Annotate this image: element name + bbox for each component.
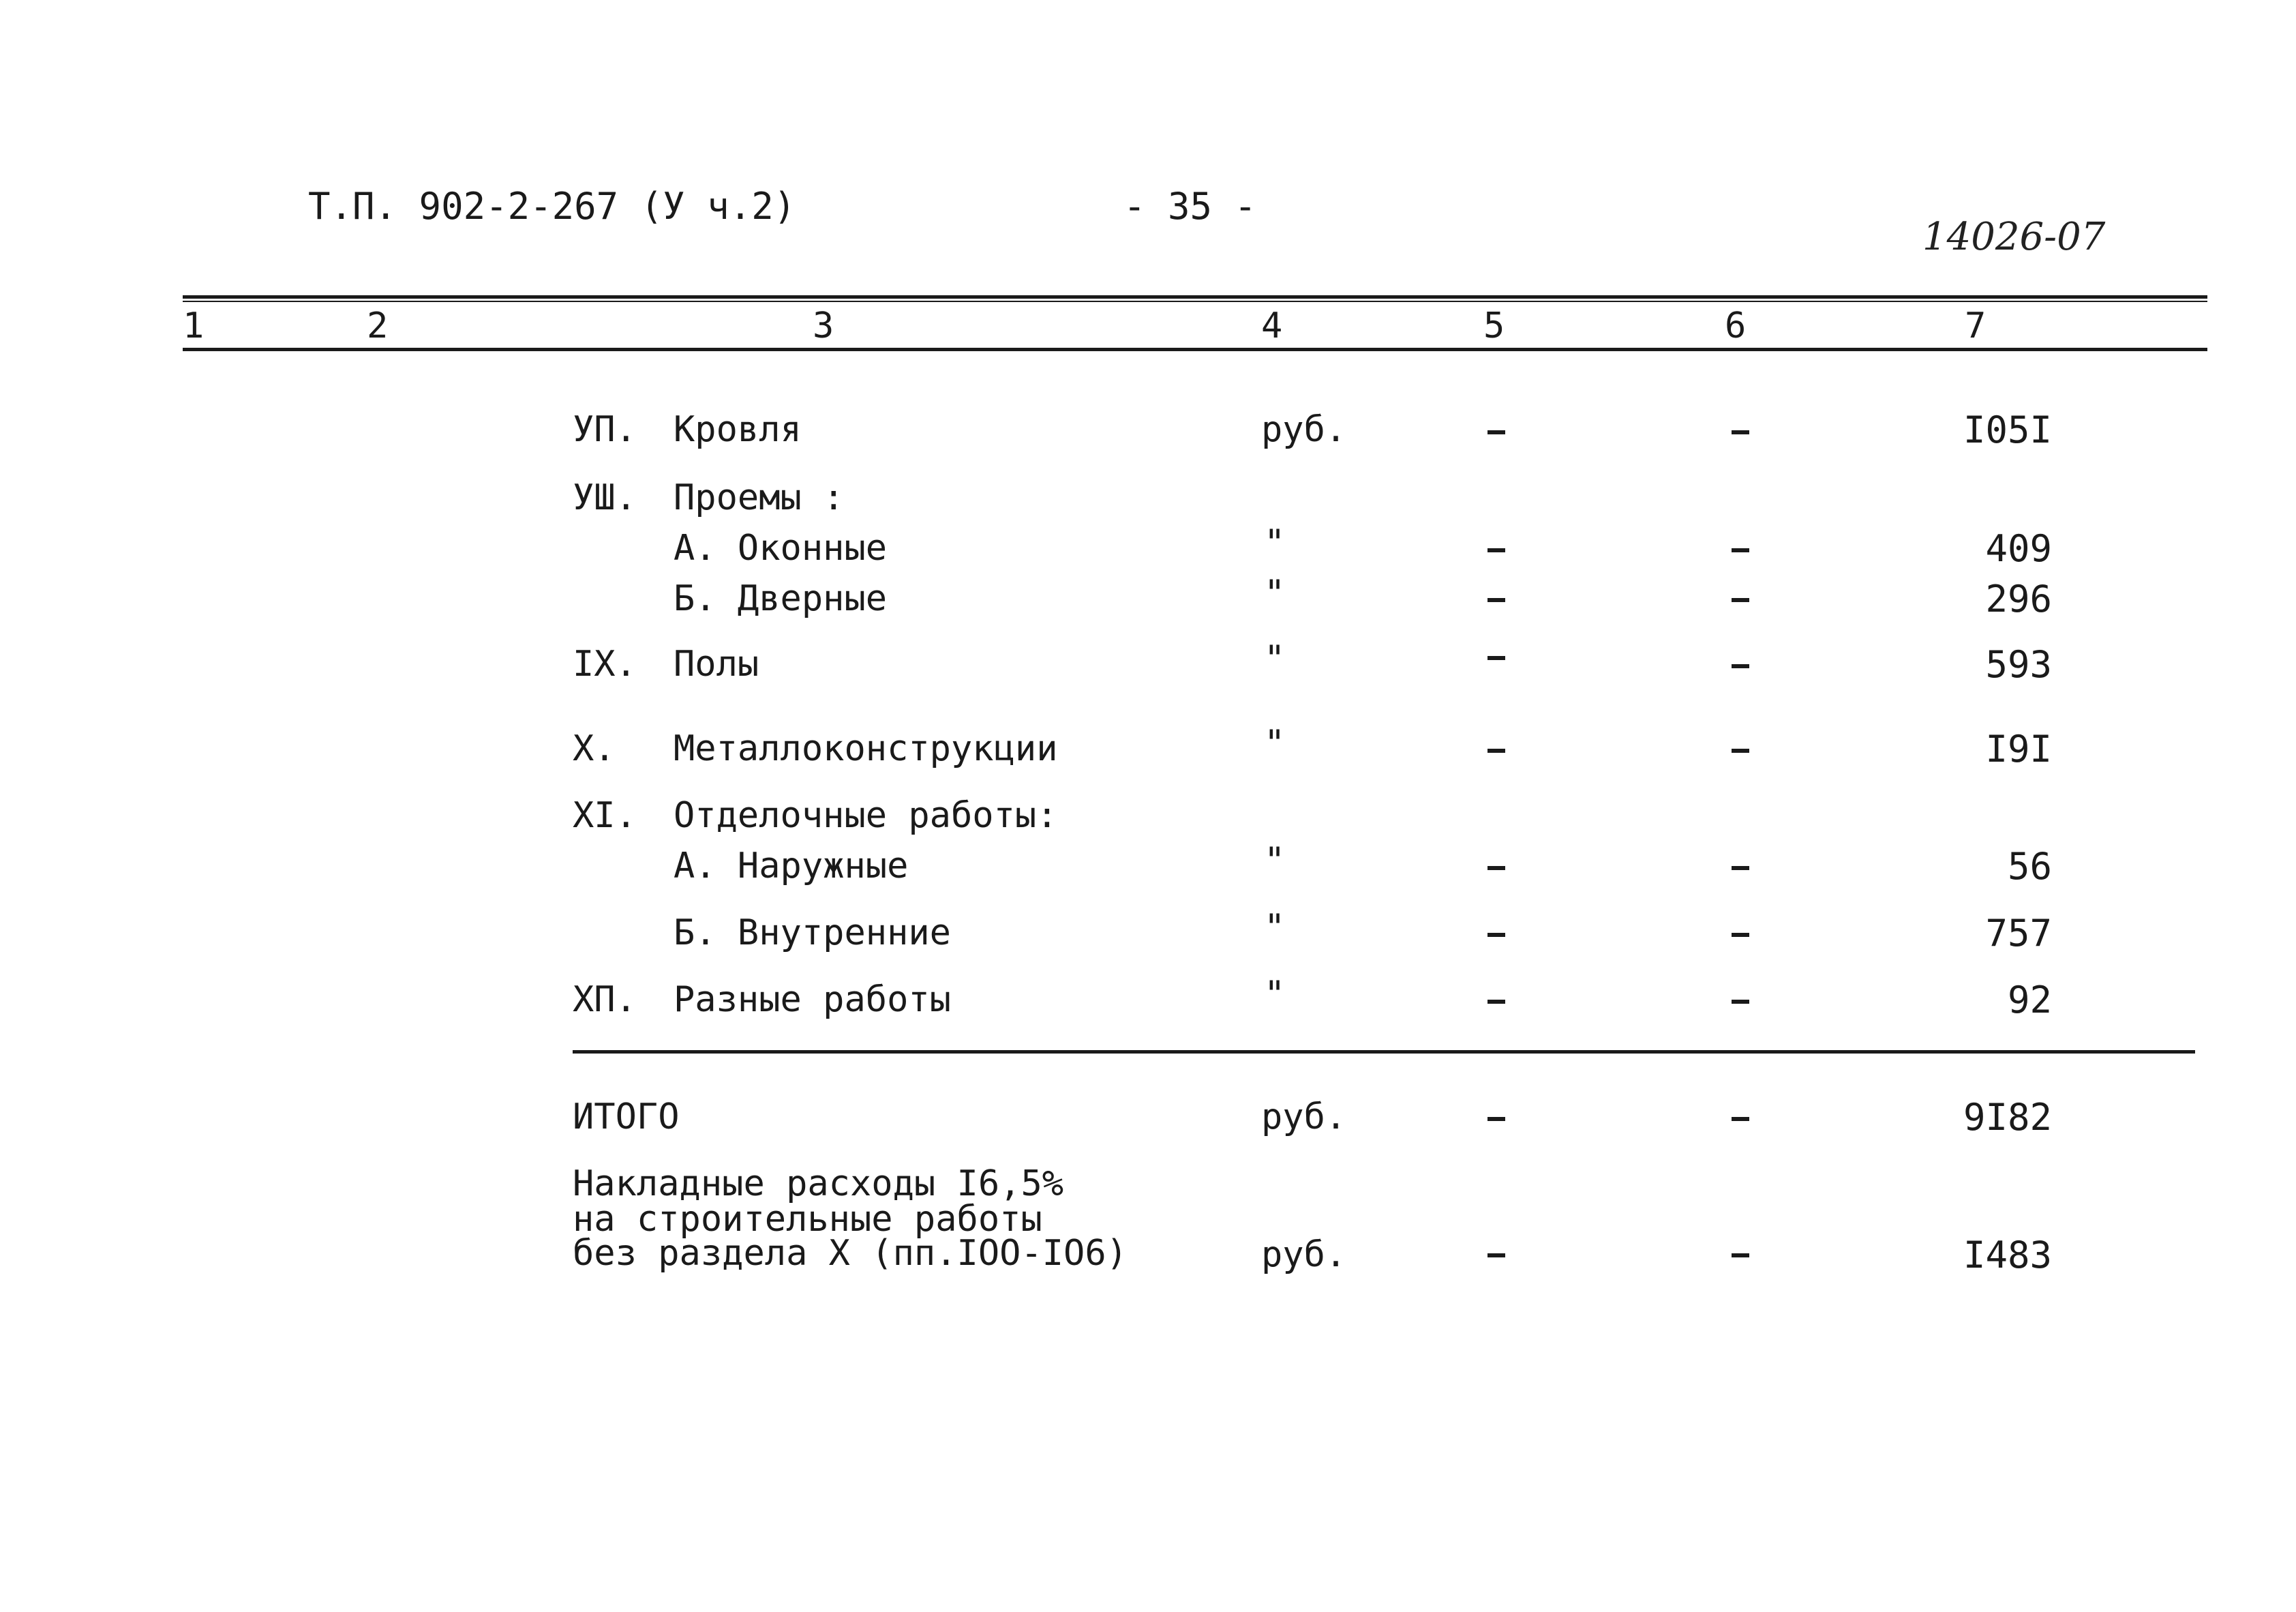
subtotal-rule	[573, 1050, 2195, 1054]
dash-col6	[1732, 1117, 1749, 1121]
dash-col5	[1487, 1253, 1505, 1257]
row-unit-ditto: "	[1264, 907, 1286, 948]
total-label: ИТОГО	[573, 1096, 680, 1137]
row-name: Отделочные работы:	[674, 795, 1058, 836]
row-name: А. Оконные	[674, 528, 888, 569]
document-reference: Т.П. 902-2-267 (У ч.2)	[308, 185, 796, 228]
dash-col6	[1732, 430, 1749, 434]
column-number-7: 7	[1965, 305, 1987, 346]
overhead-value: I483	[1963, 1234, 2052, 1277]
overhead-line-2: на строительные работы	[573, 1199, 1042, 1240]
row-value: 409	[1985, 527, 2052, 570]
row-value: I05I	[1963, 408, 2052, 451]
column-number-1: 1	[183, 305, 205, 346]
dash-col5	[1487, 1117, 1505, 1121]
dash-col6	[1732, 749, 1749, 753]
dash-col5	[1487, 430, 1505, 434]
table-top-rule-thin	[183, 301, 2207, 302]
row-name: Металлоконструкции	[674, 728, 1058, 769]
dash-col5	[1487, 598, 1505, 602]
table-top-rule	[183, 295, 2207, 299]
row-unit-ditto: "	[1264, 840, 1286, 881]
dash-col6	[1732, 933, 1749, 937]
row-number: УП.	[573, 409, 637, 450]
overhead-line-3: без раздела Х (пп.IOO-IO6)	[573, 1233, 1128, 1274]
column-header-bottom-rule	[183, 348, 2207, 351]
page-number: - 35 -	[1123, 185, 1257, 228]
archive-number: 14026-07	[1922, 215, 2106, 259]
overhead-unit: руб.	[1261, 1234, 1347, 1275]
row-value: 56	[2007, 845, 2052, 888]
row-unit: руб.	[1261, 409, 1347, 450]
overhead-line-1: Накладные расходы I6,5%	[573, 1163, 1064, 1204]
total-unit: руб.	[1261, 1096, 1347, 1137]
row-number: Х.	[573, 728, 616, 769]
row-value: 92	[2007, 979, 2052, 1021]
dash-col6	[1732, 598, 1749, 602]
row-value: 296	[1985, 578, 2052, 621]
row-unit-ditto: "	[1264, 638, 1286, 679]
row-unit-ditto: "	[1264, 573, 1286, 614]
row-number: ХП.	[573, 979, 637, 1020]
row-unit-ditto: "	[1264, 723, 1286, 764]
dash-col5	[1487, 656, 1505, 660]
dash-col5	[1487, 749, 1505, 753]
column-number-6: 6	[1725, 305, 1747, 346]
row-value: I9I	[1985, 728, 2052, 771]
row-number: IX.	[573, 644, 637, 685]
dash-col5	[1487, 1000, 1505, 1004]
column-number-2: 2	[367, 305, 389, 346]
column-number-4: 4	[1261, 305, 1283, 346]
row-name: Б. Внутренние	[674, 912, 951, 953]
dash-col6	[1732, 664, 1749, 668]
dash-col6	[1732, 866, 1749, 870]
row-value: 757	[1985, 912, 2052, 955]
row-name: Полы	[674, 644, 759, 685]
dash-col5	[1487, 866, 1505, 870]
dash-col5	[1487, 933, 1505, 937]
dash-col5	[1487, 548, 1505, 552]
column-number-5: 5	[1483, 305, 1505, 346]
dash-col6	[1732, 1253, 1749, 1257]
dash-col6	[1732, 548, 1749, 552]
row-number: XI.	[573, 795, 637, 836]
row-name: Разные работы	[674, 979, 951, 1020]
total-value: 9I82	[1963, 1096, 2052, 1139]
column-number-3: 3	[813, 305, 834, 346]
dash-col6	[1732, 1000, 1749, 1004]
row-unit-ditto: "	[1264, 974, 1286, 1015]
row-value: 593	[1985, 643, 2052, 686]
row-number: УШ.	[573, 477, 637, 518]
row-name: Б. Дверные	[674, 578, 888, 619]
row-unit-ditto: "	[1264, 522, 1286, 563]
row-name: Проемы :	[674, 477, 845, 518]
row-name: Кровля	[674, 409, 802, 450]
row-name: А. Наружные	[674, 846, 909, 886]
